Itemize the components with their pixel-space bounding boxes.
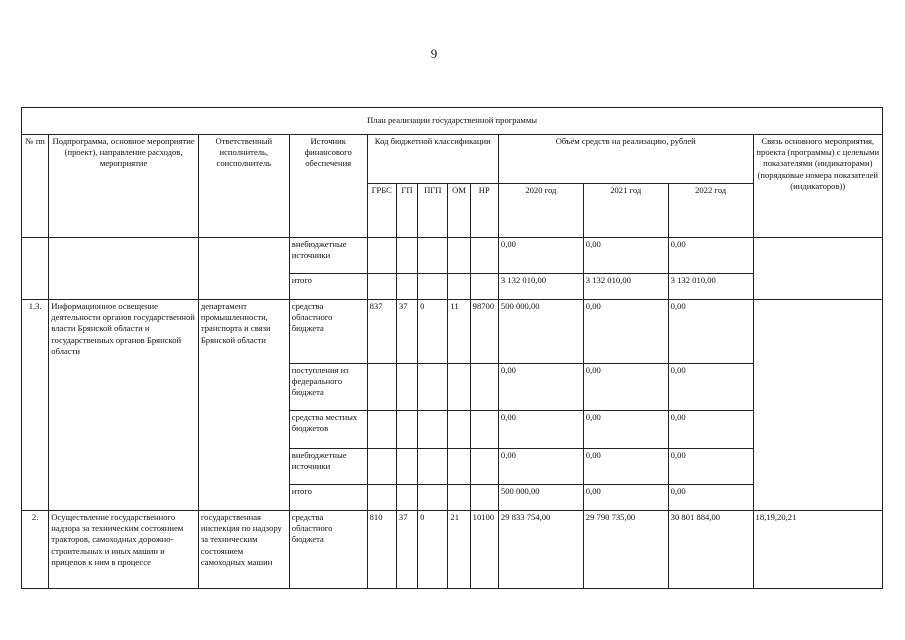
- header-link: Связь основного мероприятия, проекта (программы) с целевыми показателями (индикаторами) (порядковые номера показателей (индикаторов)): [753, 135, 882, 238]
- cell-link: 18,19,20,21: [753, 511, 882, 589]
- cell-subprogram: [49, 238, 199, 300]
- cell-num: 1.3.: [22, 300, 49, 511]
- cell-num: 2.: [22, 511, 49, 589]
- cell-2022: 0,00: [668, 364, 753, 411]
- header-2021: 2021 год: [583, 184, 668, 238]
- header-gp: ГП: [396, 184, 417, 238]
- table-row: [22, 300, 883, 364]
- cell-2020: 29 833 754,00: [498, 511, 583, 589]
- cell-2020: 0,00: [498, 238, 583, 274]
- cell-subprogram: Информационное освещение деятельности органов государственной власти Брянской области и государственных органов Брянской области: [49, 300, 199, 511]
- cell-2022: 0,00: [668, 300, 753, 364]
- cell-pgp: 0: [418, 511, 448, 589]
- header-volume: Объём средств на реализацию, рублей: [498, 135, 753, 184]
- cell-nr: 98700: [470, 300, 498, 364]
- header-pgp: ПГП: [418, 184, 448, 238]
- table-row: [22, 238, 883, 274]
- cell-2022: 0,00: [668, 411, 753, 449]
- cell-num: [22, 238, 49, 300]
- table-caption: План реализации государственной программы: [22, 108, 883, 135]
- cell-2021: 0,00: [583, 485, 668, 511]
- cell-source: средства областного бюджета: [289, 300, 367, 364]
- cell-2022: 0,00: [668, 485, 753, 511]
- cell-subprogram: Осуществление государственного надзора за техническим состоянием тракторов, самоходных дорожно-строительных и иных машин и прицепов к ним в процессе: [49, 511, 199, 589]
- cell-2020: 500 000,00: [498, 485, 583, 511]
- cell-2020: 500 000,00: [498, 300, 583, 364]
- cell-2021: 0,00: [583, 364, 668, 411]
- page-number: 9: [430, 46, 438, 61]
- cell-2020: 0,00: [498, 364, 583, 411]
- cell-gp: 37: [396, 300, 417, 364]
- header-2022: 2022 год: [668, 184, 753, 238]
- header-responsible: Ответственный исполнитель, соисполнитель: [198, 135, 289, 238]
- cell-2021: 0,00: [583, 300, 668, 364]
- program-plan-table: [21, 107, 883, 589]
- cell-source: поступления из федерального бюджета: [289, 364, 367, 411]
- cell-source: средства местных бюджетов: [289, 411, 367, 449]
- header-num: № пп: [22, 135, 49, 238]
- cell-2021: 0,00: [583, 411, 668, 449]
- cell-grbs: 837: [367, 300, 396, 364]
- cell-pgp: 0: [418, 300, 448, 364]
- cell-2021: 0,00: [583, 238, 668, 274]
- cell-responsible: [198, 238, 289, 300]
- header-grbs: ГРБС: [367, 184, 396, 238]
- cell-2020: 0,00: [498, 449, 583, 485]
- cell-2021: 3 132 010,00: [583, 274, 668, 300]
- cell-2021: 0,00: [583, 449, 668, 485]
- table-row: [22, 511, 883, 589]
- cell-responsible: департамент промышленности, транспорта и связи Брянской области: [198, 300, 289, 511]
- header-nr: НР: [470, 184, 498, 238]
- cell-source: средства областного бюджета: [289, 511, 367, 589]
- cell-link: [753, 300, 882, 511]
- header-om: ОМ: [448, 184, 470, 238]
- cell-2021: 29 790 735,00: [583, 511, 668, 589]
- cell-2022: 30 801 884,00: [668, 511, 753, 589]
- cell-source: итого: [289, 485, 367, 511]
- cell-responsible: государственная инспекция по надзору за техническим состоянием самоходных машин: [198, 511, 289, 589]
- header-subprogram: Подпрограмма, основное мероприятие (проект), направление расходов, мероприятие: [49, 135, 199, 238]
- header-2020: 2020 год: [498, 184, 583, 238]
- cell-link: [753, 238, 882, 300]
- cell-om: 21: [448, 511, 470, 589]
- cell-source: внебюджетные источники: [289, 449, 367, 485]
- cell-nr: 10100: [470, 511, 498, 589]
- cell-source: итого: [289, 274, 367, 300]
- cell-source: внебюджетные источники: [289, 238, 367, 274]
- cell-2022: 0,00: [668, 449, 753, 485]
- cell-om: 11: [448, 300, 470, 364]
- cell-gp: 37: [396, 511, 417, 589]
- cell-2020: 3 132 010,00: [498, 274, 583, 300]
- header-budget-code: Код бюджетной классификации: [367, 135, 498, 184]
- cell-2022: 0,00: [668, 238, 753, 274]
- header-source: Источник финансового обеспечения: [289, 135, 367, 238]
- cell-grbs: 810: [367, 511, 396, 589]
- cell-2022: 3 132 010,00: [668, 274, 753, 300]
- cell-2020: 0,00: [498, 411, 583, 449]
